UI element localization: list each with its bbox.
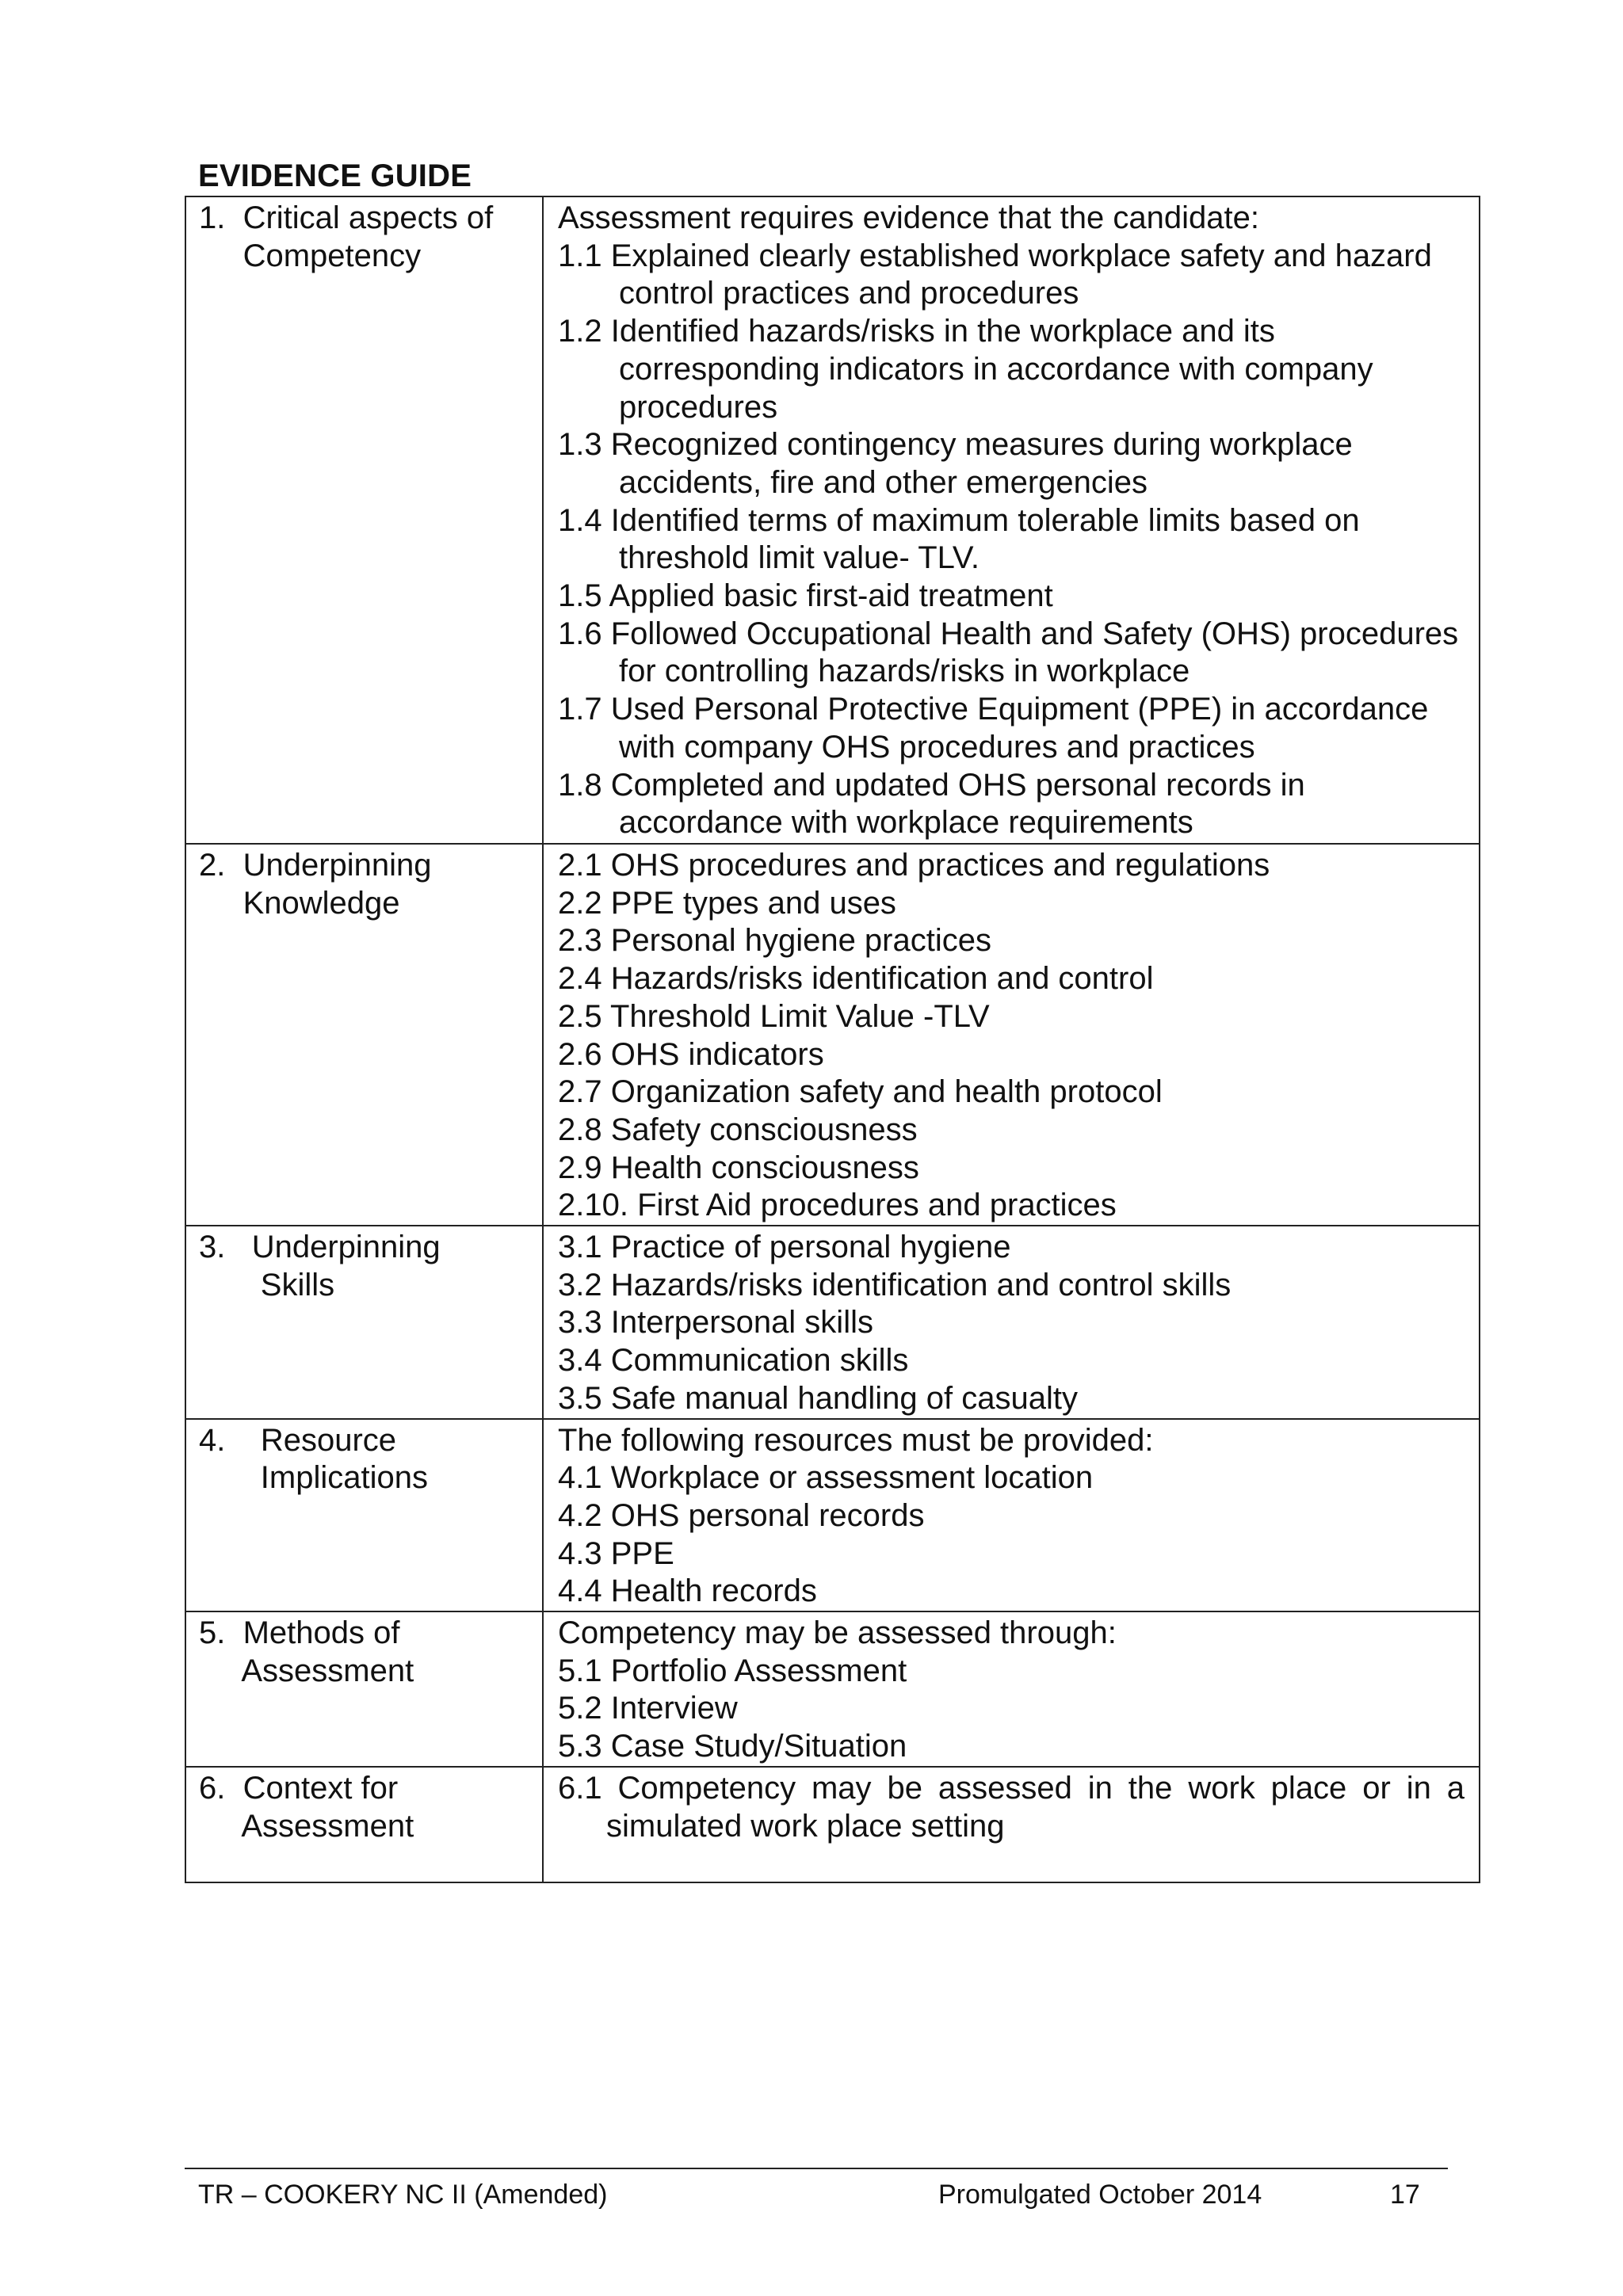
row-label-cell: [185, 196, 543, 844]
list-item: 1.6 Followed Occupational Health and Safety (OHS) procedures for controlling hazards/risks in workplace: [558, 616, 1459, 689]
list-item: 4.3 PPE: [558, 1535, 674, 1571]
list-item: 4.2 OHS personal records: [558, 1497, 925, 1533]
evidence-guide-table: [185, 196, 1480, 1883]
section-heading: EVIDENCE GUIDE: [198, 158, 472, 193]
footer-document-title: TR – COOKERY NC II (Amended): [198, 2180, 608, 2210]
table-row: [185, 196, 1480, 844]
list-item: 2.3 Personal hygiene practices: [558, 923, 991, 959]
row-content-cell: [543, 844, 1480, 1226]
footer-promulgation-date: Promulgated October 2014: [938, 2180, 1262, 2210]
table-row: [185, 1226, 1480, 1419]
footer-divider: [185, 2168, 1448, 2169]
row-label: 5. Methods of: [199, 1615, 400, 1651]
row-label: 4. Resource: [199, 1422, 397, 1458]
list-item: 4.4 Health records: [558, 1573, 817, 1609]
list-item: 4.1 Workplace or assessment location: [558, 1460, 1094, 1496]
row-label-continued: Skills: [199, 1267, 335, 1302]
list-item: 2.8 Safety consciousness: [558, 1112, 918, 1147]
row-label: 6. Context for: [199, 1770, 399, 1806]
row-content-cell: [543, 1611, 1480, 1767]
list-item: 2.10. First Aid procedures and practices: [558, 1188, 1117, 1223]
row-label-cell: [185, 844, 543, 1226]
list-item: 2.1 OHS procedures and practices and regulations: [558, 848, 1270, 883]
row-label: 3. Underpinning: [199, 1230, 441, 1265]
row-label-continued: Implications: [199, 1460, 428, 1496]
list-item: 2.9 Health consciousness: [558, 1150, 919, 1185]
list-item: 2.7 Organization safety and health protocol: [558, 1074, 1163, 1110]
row-content-cell: [543, 1419, 1480, 1612]
table-row: [185, 1419, 1480, 1612]
list-item: 5.3 Case Study/Situation: [558, 1729, 907, 1764]
row-content-cell: [543, 1767, 1480, 1882]
row-label-cell: [185, 1611, 543, 1767]
row-label: 1. Critical aspects of: [199, 200, 494, 235]
list-item: 2.2 PPE types and uses: [558, 885, 896, 921]
list-item: 1.1 Explained clearly established workplace safety and hazard control practices and procedures: [558, 238, 1432, 311]
list-item: 3.4 Communication skills: [558, 1343, 909, 1379]
list-item: 3.1 Practice of personal hygiene: [558, 1230, 1011, 1265]
list-item: 1.8 Completed and updated OHS personal records in accordance with workplace requirements: [558, 767, 1305, 841]
list-item: 1.7 Used Personal Protective Equipment (PPE) in accordance with company OHS procedures and practices: [558, 692, 1429, 765]
row-label-cell: [185, 1419, 543, 1612]
row-content-cell: [543, 1226, 1480, 1419]
list-item: 3.5 Safe manual handling of casualty: [558, 1380, 1078, 1416]
row-label-continued: Assessment: [199, 1653, 414, 1688]
list-item: 1.5 Applied basic first-aid treatment: [558, 578, 1053, 614]
list-item: 2.6 OHS indicators: [558, 1036, 824, 1072]
list-item: 2.5 Threshold Limit Value -TLV: [558, 998, 990, 1034]
table-row: [185, 844, 1480, 1226]
footer-page-number: 17: [1390, 2180, 1420, 2210]
row-intro: Competency may be assessed through:: [558, 1615, 1117, 1651]
list-item: 6.1 Competency may be assessed in the work place or in a simulated work place setting: [558, 1770, 1465, 1844]
row-label-continued: Assessment: [199, 1808, 414, 1844]
list-item: 5.1 Portfolio Assessment: [558, 1653, 907, 1688]
row-label-cell: [185, 1226, 543, 1419]
list-item: 1.3 Recognized contingency measures during workplace accidents, fire and other emergencies: [558, 427, 1353, 500]
row-label: 2. Underpinning: [199, 848, 432, 883]
list-item: 3.2 Hazards/risks identification and control skills: [558, 1267, 1232, 1302]
list-item: 1.4 Identified terms of maximum tolerable limits based on threshold limit value- TLV.: [558, 502, 1360, 576]
list-item: 2.4 Hazards/risks identification and control: [558, 961, 1154, 997]
list-item: 5.2 Interview: [558, 1691, 738, 1726]
list-item: 1.2 Identified hazards/risks in the workplace and its corresponding indicators in accordance with company procedures: [558, 314, 1373, 425]
row-label-cell: [185, 1767, 543, 1882]
table-row: [185, 1611, 1480, 1767]
row-label-continued: Knowledge: [199, 885, 400, 921]
row-content-cell: [543, 196, 1480, 844]
list-item: 3.3 Interpersonal skills: [558, 1305, 873, 1341]
row-intro: The following resources must be provided:: [558, 1422, 1154, 1458]
row-intro: Assessment requires evidence that the candidate:: [558, 200, 1259, 235]
table-row: [185, 1767, 1480, 1882]
row-label-continued: Competency: [199, 238, 422, 273]
